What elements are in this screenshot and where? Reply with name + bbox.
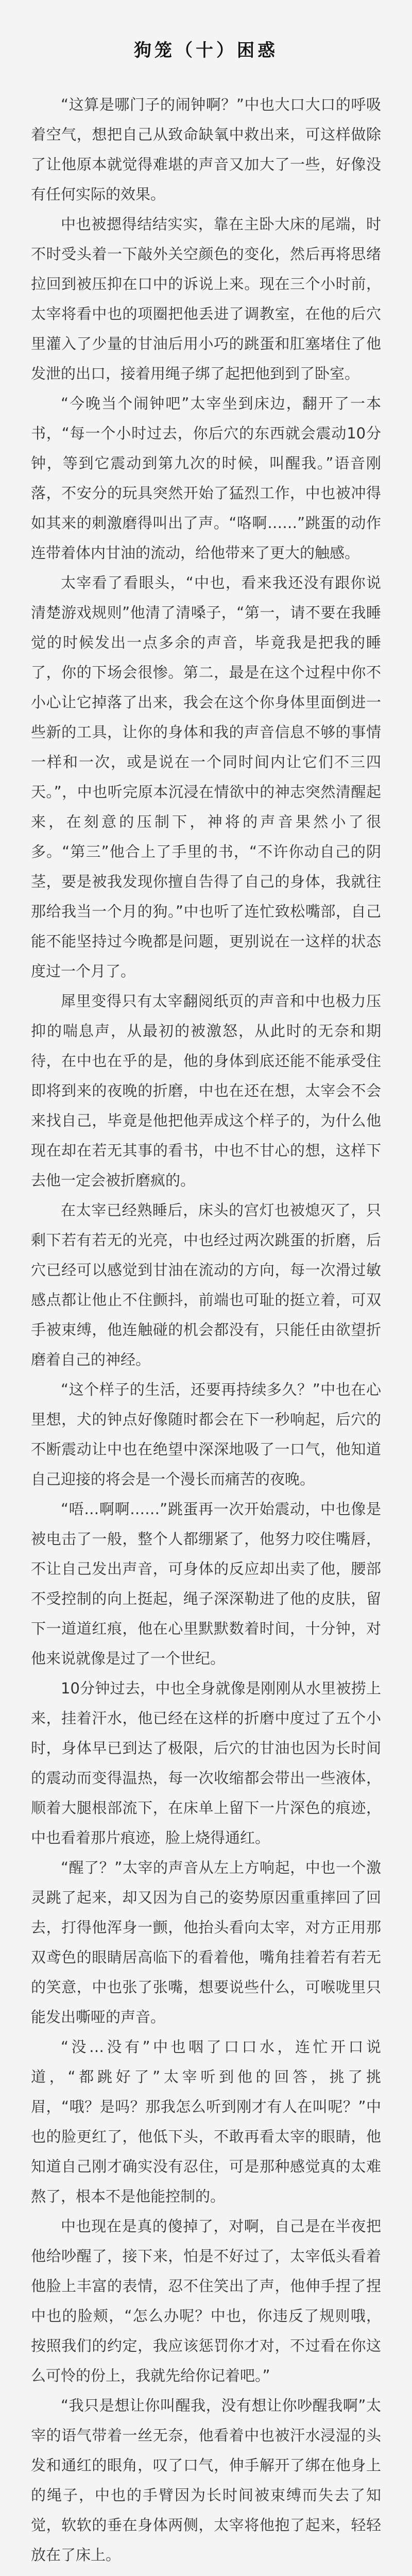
document-body	[31, 90, 381, 2576]
paragraph: 犀里变得只有太宰翻阅纸页的声音和中也极力压抑的喘息声，从最初的被激怒，从此时的无奈和期待，在中也在乎的是，他的身体到底还能不能承受住即将到来的夜晚的折磨，中也在还在想，太宰会不会来找自己，毕竟是他把他弄成这个样子的，为什么他现在却在若无其事的看书，中也不甘心的想，这样下去他一定会被折磨疯的。	[31, 992, 381, 1189]
document-title: 狗笼（十）困惑	[134, 40, 278, 61]
paragraph: “今晚当个闹钟吧”太宰坐到床边，翻开了一本书，“每一个小时过去，你后穴的东西就会震动10分钟，等到它震动到第九次的时候，叫醒我。”语音刚落，不安分的玩具突然开始了猛烈工作，中也被冲得如其来的刺激磨得叫出了声。“咯啊……”跳蛋的动作连带着体内甘油的流动，给他带来了更大的触感。	[31, 395, 381, 562]
paragraph: 中也被摁得结结实实，靠在主卧大床的尾端，时不时受头着一下敲外关空颜色的变化，然后再将思绪拉回到被压抑在口中的诉说上来。现在三个小时前，太宰将看中也的项圈把他丢进了调教室，在他的后穴里灌入了少量的甘油后用小巧的跳蛋和肛塞堵住了他发泄的出口，接着用绳子绑了起把他到到了卧室。	[31, 215, 381, 382]
paragraph: 太宰看了看眼头，“中也，看来我还没有跟你说清楚游戏规则”他清了清嗓子，“第一，请不要在我睡觉的时候发出一点多余的声音，毕竟我是把我的睡了，你的下场会很惨。第二，最是在这个过程中你不小心让它掉落了出来，我会在这个你身体里面倒进一些新的工具，让你的身体和我的声音信息不够的事情一样和一次，或是说在一个同时间内让它们不三四天。”，中也听完原本沉浸在情欲中的神志突然清醒起来，在刻意的压制下，神将的声音果然小了很多。“第三”他合上了手里的书，“不许你动自己的阴茎，要是被我发现你擅自告得了自己的身体，我就往那给我当一个月的狗。”中也听了连忙致松嘴部，自己能不能坚持过今晚都是问题，更别说在一这样的状态度过一个月了。	[31, 574, 381, 980]
paragraph: 中也现在是真的傻掉了，对啊，自己是在半夜把他给吵醒了，接下来，怕是不好过了，太宰低头看着他脸上丰富的表情，忍不住笑出了声，他伸手捏了捏中也的脸颊，“怎么办呢？中也，你违反了规则哦，按照我们的约定，我应该惩罚你才对，不过看在你这么可怜的份上，我就先给你记着吧。”	[31, 2217, 381, 2384]
paragraph: 10分钟过去，中也全身就像是刚刚从水里被捞上来，挂着汗水，他已经在这样的折磨中度过了五个小时，身体早已到达了极限，后穴的甘油也因为长时间的震动而变得温热，每一次收缩都会带出一些液体，顺着大腿根部流下，在床单上留下一片深色的痕迹，中也看着那片痕迹，脸上烧得通红。	[31, 1680, 381, 1846]
paragraph: 在太宰已经熟睡后，床头的宫灯也被熄灭了，只剩下若有若无的光亮，中也经过两次跳蛋的折磨，后穴已经可以感觉到甘油在流动的方向，每一次滑过敏感点都让他止不住颤抖，前端也可耻的挺立着，可双手被束缚，他连触碰的机会都没有，只能任由欲望折磨着自己的神经。	[31, 1201, 381, 1368]
paragraph: “没…没有”中也咽了口口水，连忙开口说道，“都跳好了”太宰听到他的回答，挑了挑眉，“哦？是吗？那我怎么听到刚才有人在叫呢？”中也的脸更红了，他低下头，不敢再看太宰的眼睛，他知道自己刚才确实没有忍住，可是那种感觉真的太难熬了，根本不是他能控制的。	[31, 2038, 381, 2205]
paragraph: “这个样子的生活，还要再持续多久？”中也在心里想，犬的钟点好像随时都会在下一秒响起，后穴的不断震动让中也在绝望中深深地吸了一口气，他知道自己迎接的将会是一个漫长而痛苦的夜晚。	[31, 1381, 381, 1488]
paragraph: “这算是哪门子的闹钟啊？”中也大口大口的呼吸着空气，想把自己从致命缺氧中救出来，可这样做除了让他原本就觉得难堪的声音又加大了一些，好像没有任何实际的效果。	[31, 96, 381, 203]
paragraph	[31, 2570, 381, 2576]
paragraph: “唔…啊啊……”跳蛋再一次开始震动，中也像是被电击了一般，整个人都绷紧了，他努力咬住嘴唇，不让自己发出声音，可身体的反应却出卖了他，腰部不受控制的向上挺起，绳子深深勒进了他的皮肤，留下一道道红痕，他在心里默默数着时间，十分钟，对他来说就像是过了一个世纪。	[31, 1500, 381, 1667]
paragraph: “我只是想让你叫醒我，没有想让你吵醒我啊”太宰的语气带着一丝无奈，他看着中也被汗水浸湿的头发和通红的眼角，叹了口气，伸手解开了绑在他身上的绳子，中也的手臂因为长时间被束缚而失去了知觉，软软的垂在身体两侧，太宰将他抱了起来，轻轻放在了床上。	[31, 2397, 381, 2564]
paragraph: “醒了？”太宰的声音从左上方响起，中也一个激灵跳了起来，却又因为自己的姿势原因重重摔回了回去，打得他浑身一颤，他抬头看向太宰，对方正用那双鸢色的眼睛居高临下的看着他，嘴角挂着若有若无的笑意，中也张了张嘴，想要说些什么，可喉咙里只能发出嘶哑的声音。	[31, 1859, 381, 2026]
